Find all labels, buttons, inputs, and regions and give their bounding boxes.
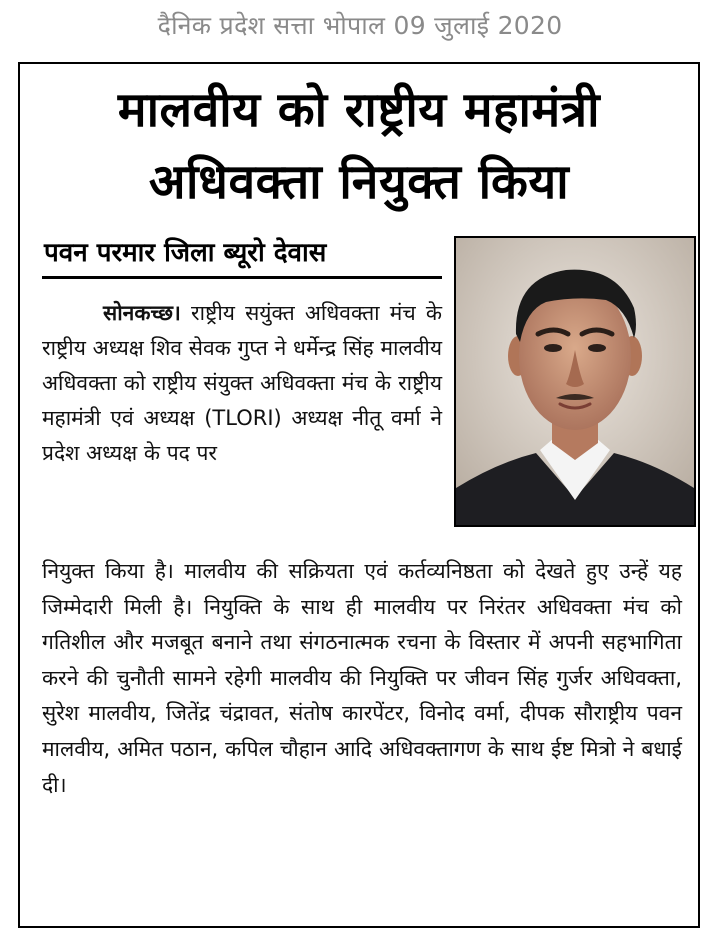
headline-line-1: मालवीय को राष्ट्रीय महामंत्री xyxy=(117,82,601,138)
newspaper-masthead: दैनिक प्रदेश सत्ता भोपाल 09 जुलाई 2020 xyxy=(157,11,563,40)
article-paragraph-top xyxy=(42,296,442,471)
headline-line-2: अधिवक्ता नियुक्त किया xyxy=(148,154,570,210)
portrait-photo xyxy=(454,236,696,527)
article-paragraph-bottom: नियुक्त किया है। मालवीय की सक्रियता एवं कर्तव्यनिष्ठता को देखते हुए उन्हें यह जिम्मेदारी मिली है। नियुक्ति के साथ ही मालवीय पर निरंतर अधिवक्ता मंच को गतिशील और मजबूत बनाने तथा संगठनात्मक रचना के विस्तार में अपनी सहभागिता करने की चुनौती सामने रहेगी मालवीय की नियुक्ति पर जीवन सिंह गुर्जर अधिवक्ता, सुरेश मालवीय, जितेंद्र चंद्रावत, संतोष कारपेंटर, विनोद वर्मा, दीपक सौराष्ट्रीय पवन मालवीय, अमित पठान, कपिल चौहान आदि अधिवक्तागण के साथ ईष्ट मित्रो ने बधाई दी। xyxy=(42,559,682,797)
byline: पवन परमार जिला ब्यूरो देवास xyxy=(44,238,327,268)
byline-underline xyxy=(42,276,442,279)
news-clipping xyxy=(18,62,700,928)
dateline: सोनकच्छ। xyxy=(103,301,181,325)
headline xyxy=(20,74,698,218)
portrait-illustration xyxy=(456,238,694,525)
article-text-top: राष्ट्रीय सयुंक्त अधिवक्ता मंच के राष्ट्रीय अध्यक्ष शिव सेवक गुप्त ने धर्मेन्द्र सिंह मालवीय अधिवक्ता को राष्ट्रीय संयुक्त अधिवक्ता मंच के राष्ट्रीय महामंत्री एवं अध्यक्ष (TLORI) अध्यक्ष नीतू वर्मा ने प्रदेश अध्यक्ष के पद पर xyxy=(42,301,442,465)
